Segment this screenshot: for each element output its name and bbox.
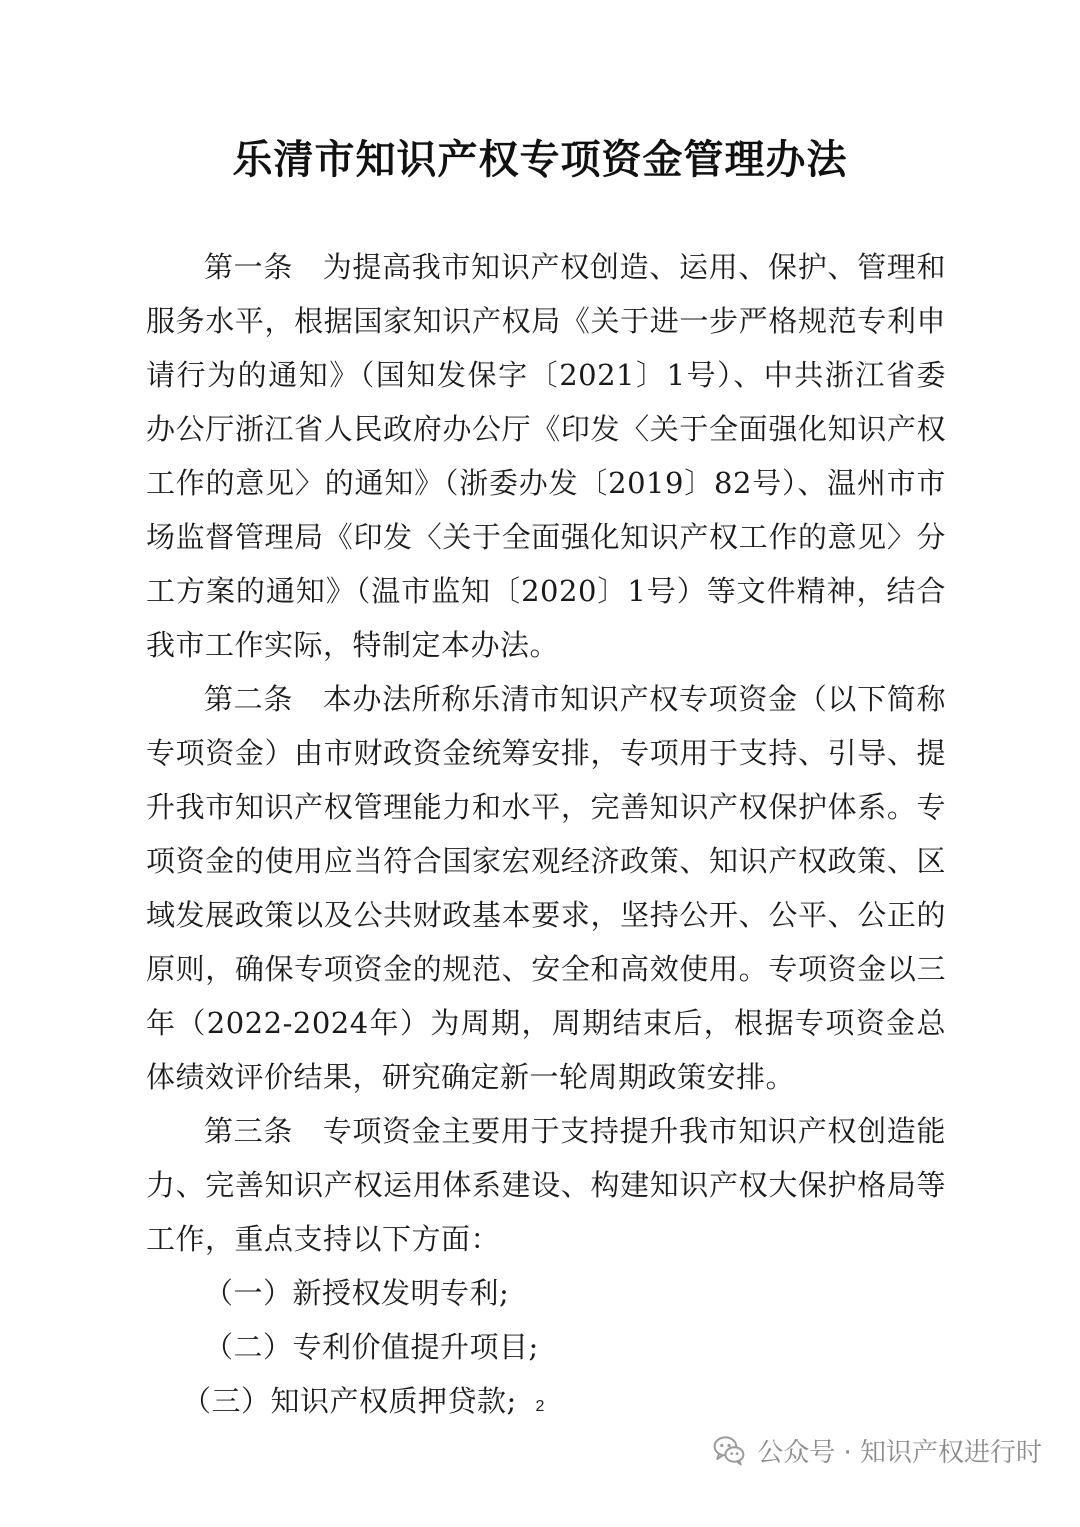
page-number: 2 [535, 1398, 545, 1415]
watermark [711, 1428, 1042, 1472]
watermark-text: 公众号 · 知识产权进行时 [757, 1437, 1042, 1468]
article-2: 第二条 本办法所称乐清市知识产权专项资金（以下简称专项资金）由市财政资金统筹安排，专项用于支持、引导、提升我市知识产权管理能力和水平，完善知识产权保护体系。专项资金的使用应当符合国家宏观经济政策、知识产权政策、区域发展政策以及公共财政基本要求，坚持公开、公平、公正的原则，确保专项资金的规范、安全和高效使用。专项资金以三年（2022-2024年）为周期，周期结束后，根据专项资金总体绩效评价结果，研究确定新一轮周期政策安排。 [146, 682, 946, 1094]
article-1: 第一条 为提高我市知识产权创造、运用、保护、管理和服务水平，根据国家知识产权局《关于进一步严格规范专利申请行为的通知》（国知发保字〔2021〕1号）、中共浙江省委办公厅浙江省人民政府办公厅《印发〈关于全面强化知识产权工作的意见〉的通知》（浙委办发〔2019〕82号）、温州市市场监督管理局《印发〈关于全面强化知识产权工作的意见〉分工方案的通知》（温市监知〔2020〕1号）等文件精神，结合我市工作实际，特制定本办法。 [146, 250, 946, 662]
document-body [146, 240, 946, 1428]
article-3: 第三条 专项资金主要用于支持提升我市知识产权创造能力、完善知识产权运用体系建设、构建知识产权大保护格局等工作，重点支持以下方面： [146, 1114, 946, 1256]
list-item: （二）专利价值提升项目; [204, 1330, 539, 1364]
list-item: （三）知识产权质押贷款; [182, 1384, 517, 1418]
document-title: 乐清市知识产权专项资金管理办法 [232, 136, 848, 183]
list-item: （一）新授权发明专利; [204, 1276, 510, 1310]
wechat-icon [711, 1432, 747, 1468]
